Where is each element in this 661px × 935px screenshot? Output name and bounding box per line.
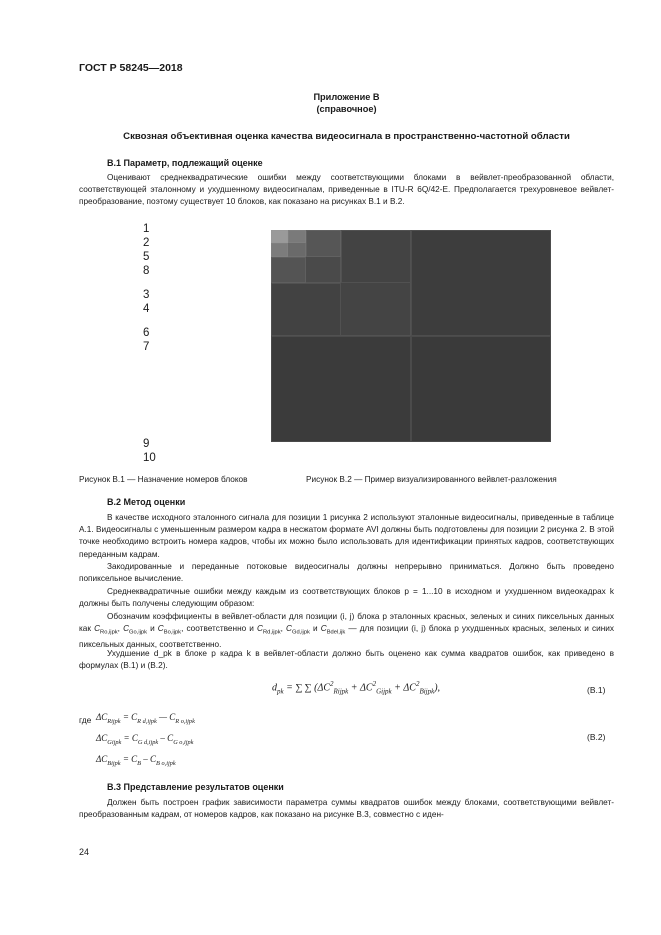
- section-b1-heading: В.1 Параметр, подлежащий оценке: [107, 158, 263, 168]
- formula-b1: $d_{pk}$ = ∑ ∑ $(\Delta C^2_{Rijpk} + \Delta C^2_{Gijpk} + \Delta C^2_{Bijpk})$,: [272, 680, 441, 696]
- section-b3-heading: В.3 Представление результатов оценки: [107, 782, 284, 792]
- formula-b2-green: $\Delta C_{Gijpk} = C_{G d,ijpk} - C_{G o,ijpk}$: [96, 733, 194, 746]
- page-number: 24: [79, 847, 90, 857]
- block-number: 5: [143, 251, 150, 263]
- appendix-title: Приложение В: [313, 92, 380, 102]
- formula-b2-blue: $\Delta C_{Bijpk} = C_B - C_{B o,ijpk}$: [96, 754, 176, 767]
- main-title: Сквозная объективная оценка качества видеосигнала в пространственно-частотной области: [123, 131, 570, 142]
- block-number: 1: [143, 223, 150, 235]
- section-b2-heading: В.2 Метод оценки: [107, 497, 186, 507]
- document-header: ГОСТ Р 58245—2018: [79, 62, 183, 74]
- where-label: где: [79, 715, 92, 725]
- block-number: 3: [143, 289, 150, 301]
- block-number: 6: [143, 327, 150, 339]
- section-b2-paragraph-2: Закодированные и переданные потоковые видеосигналы должны непрерывно приниматься. Должно быть проведено попиксельное вычисление.: [79, 562, 614, 584]
- section-b2-paragraph-4: Обозначим коэффициенты в вейвлет-области для позиции (i, j) блока p эталонных красных, зеленых и синих пиксельных данных как $C_{Ro,ijpk}$, $C_{Go,ijpk}$ и $C_{Bo,ijpk}$, соответственно и $C_{Rd,ijpk}$, $C_{Gd,ijpk}$ и $C_{Bdel,ijk}$ — для позиции (i, j) блока p ухудшенных красных, зеленых и синих пиксельных данных, соответственно.: [79, 612, 615, 650]
- block-number: 4: [143, 303, 150, 315]
- section-b3-paragraph: Должен быть построен график зависимости параметра суммы квадратов ошибок между блоками, соответствующими вейвлет-преобразованным кадрам, от номеров кадров, как показано на рисунке В.3, совместно с иден-: [79, 798, 614, 820]
- figure-b2-caption: Рисунок В.2 — Пример визуализированного вейвлет-разложения: [306, 475, 557, 484]
- section-b1-paragraph: Оценивают среднеквадратические ошибки между соответствующими блоками в вейвлет-преобразованной области, соответствующей эталонному и ухудшенному видеосигналам, приведенные в ITU-R 6Q/42-E. Предполагается трехуровневое вейвлет-преобразование, поэтому существует 10 блоков, как показано на рисунках В.1 и В.2.: [79, 173, 614, 207]
- block-number: 9: [143, 438, 150, 450]
- formula-b2-red: $\Delta C_{Rijpk} = C_{R d,ijpk}$ — $C_{R o,ijpk}$: [96, 712, 195, 725]
- block-number: 2: [143, 237, 150, 249]
- figure-b1-numbers: [143, 222, 149, 354]
- block-number: 8: [143, 265, 150, 277]
- figure-b1-caption: Рисунок В.1 — Назначение номеров блоков: [79, 475, 248, 484]
- figure-b1-numbers-bottom: [143, 437, 156, 465]
- block-number: 7: [143, 341, 150, 353]
- wavelet-decomposition-image: [271, 230, 551, 442]
- block-number: 10: [143, 452, 156, 464]
- appendix-subtitle: (справочное): [316, 104, 377, 114]
- section-b2-paragraph-3: Среднеквадратичные ошибки между каждым из соответствующих блоков p = 1...10 в исходном и ухудшенном видеокадрах k должны быть получены следующим образом:: [79, 587, 614, 609]
- equation-number-b1: (В.1): [587, 685, 606, 695]
- equation-number-b2: (В.2): [587, 732, 606, 742]
- section-b2-paragraph-5: Ухудшение d_pk в блоке p кадра k в вейвлет-области должно быть оценено как сумма квадратов ошибок, как приведено в формулах (В.1) и (В.2).: [79, 649, 614, 671]
- section-b2-paragraph-1: В качестве исходного эталонного сигнала для позиции 1 рисунка 2 используют эталонные видеосигналы, приведенные в таблице А.1. Видеосигналы с уменьшенным размером кадра в несжатом формате AVI должны быть подготовлены для позиции 2 рисунка 2. В этой точке необходимо встроить номера кадров, чтобы их можно было использовать для идентификации принятых кадров, соответствующих переданным кадрам.: [79, 513, 614, 559]
